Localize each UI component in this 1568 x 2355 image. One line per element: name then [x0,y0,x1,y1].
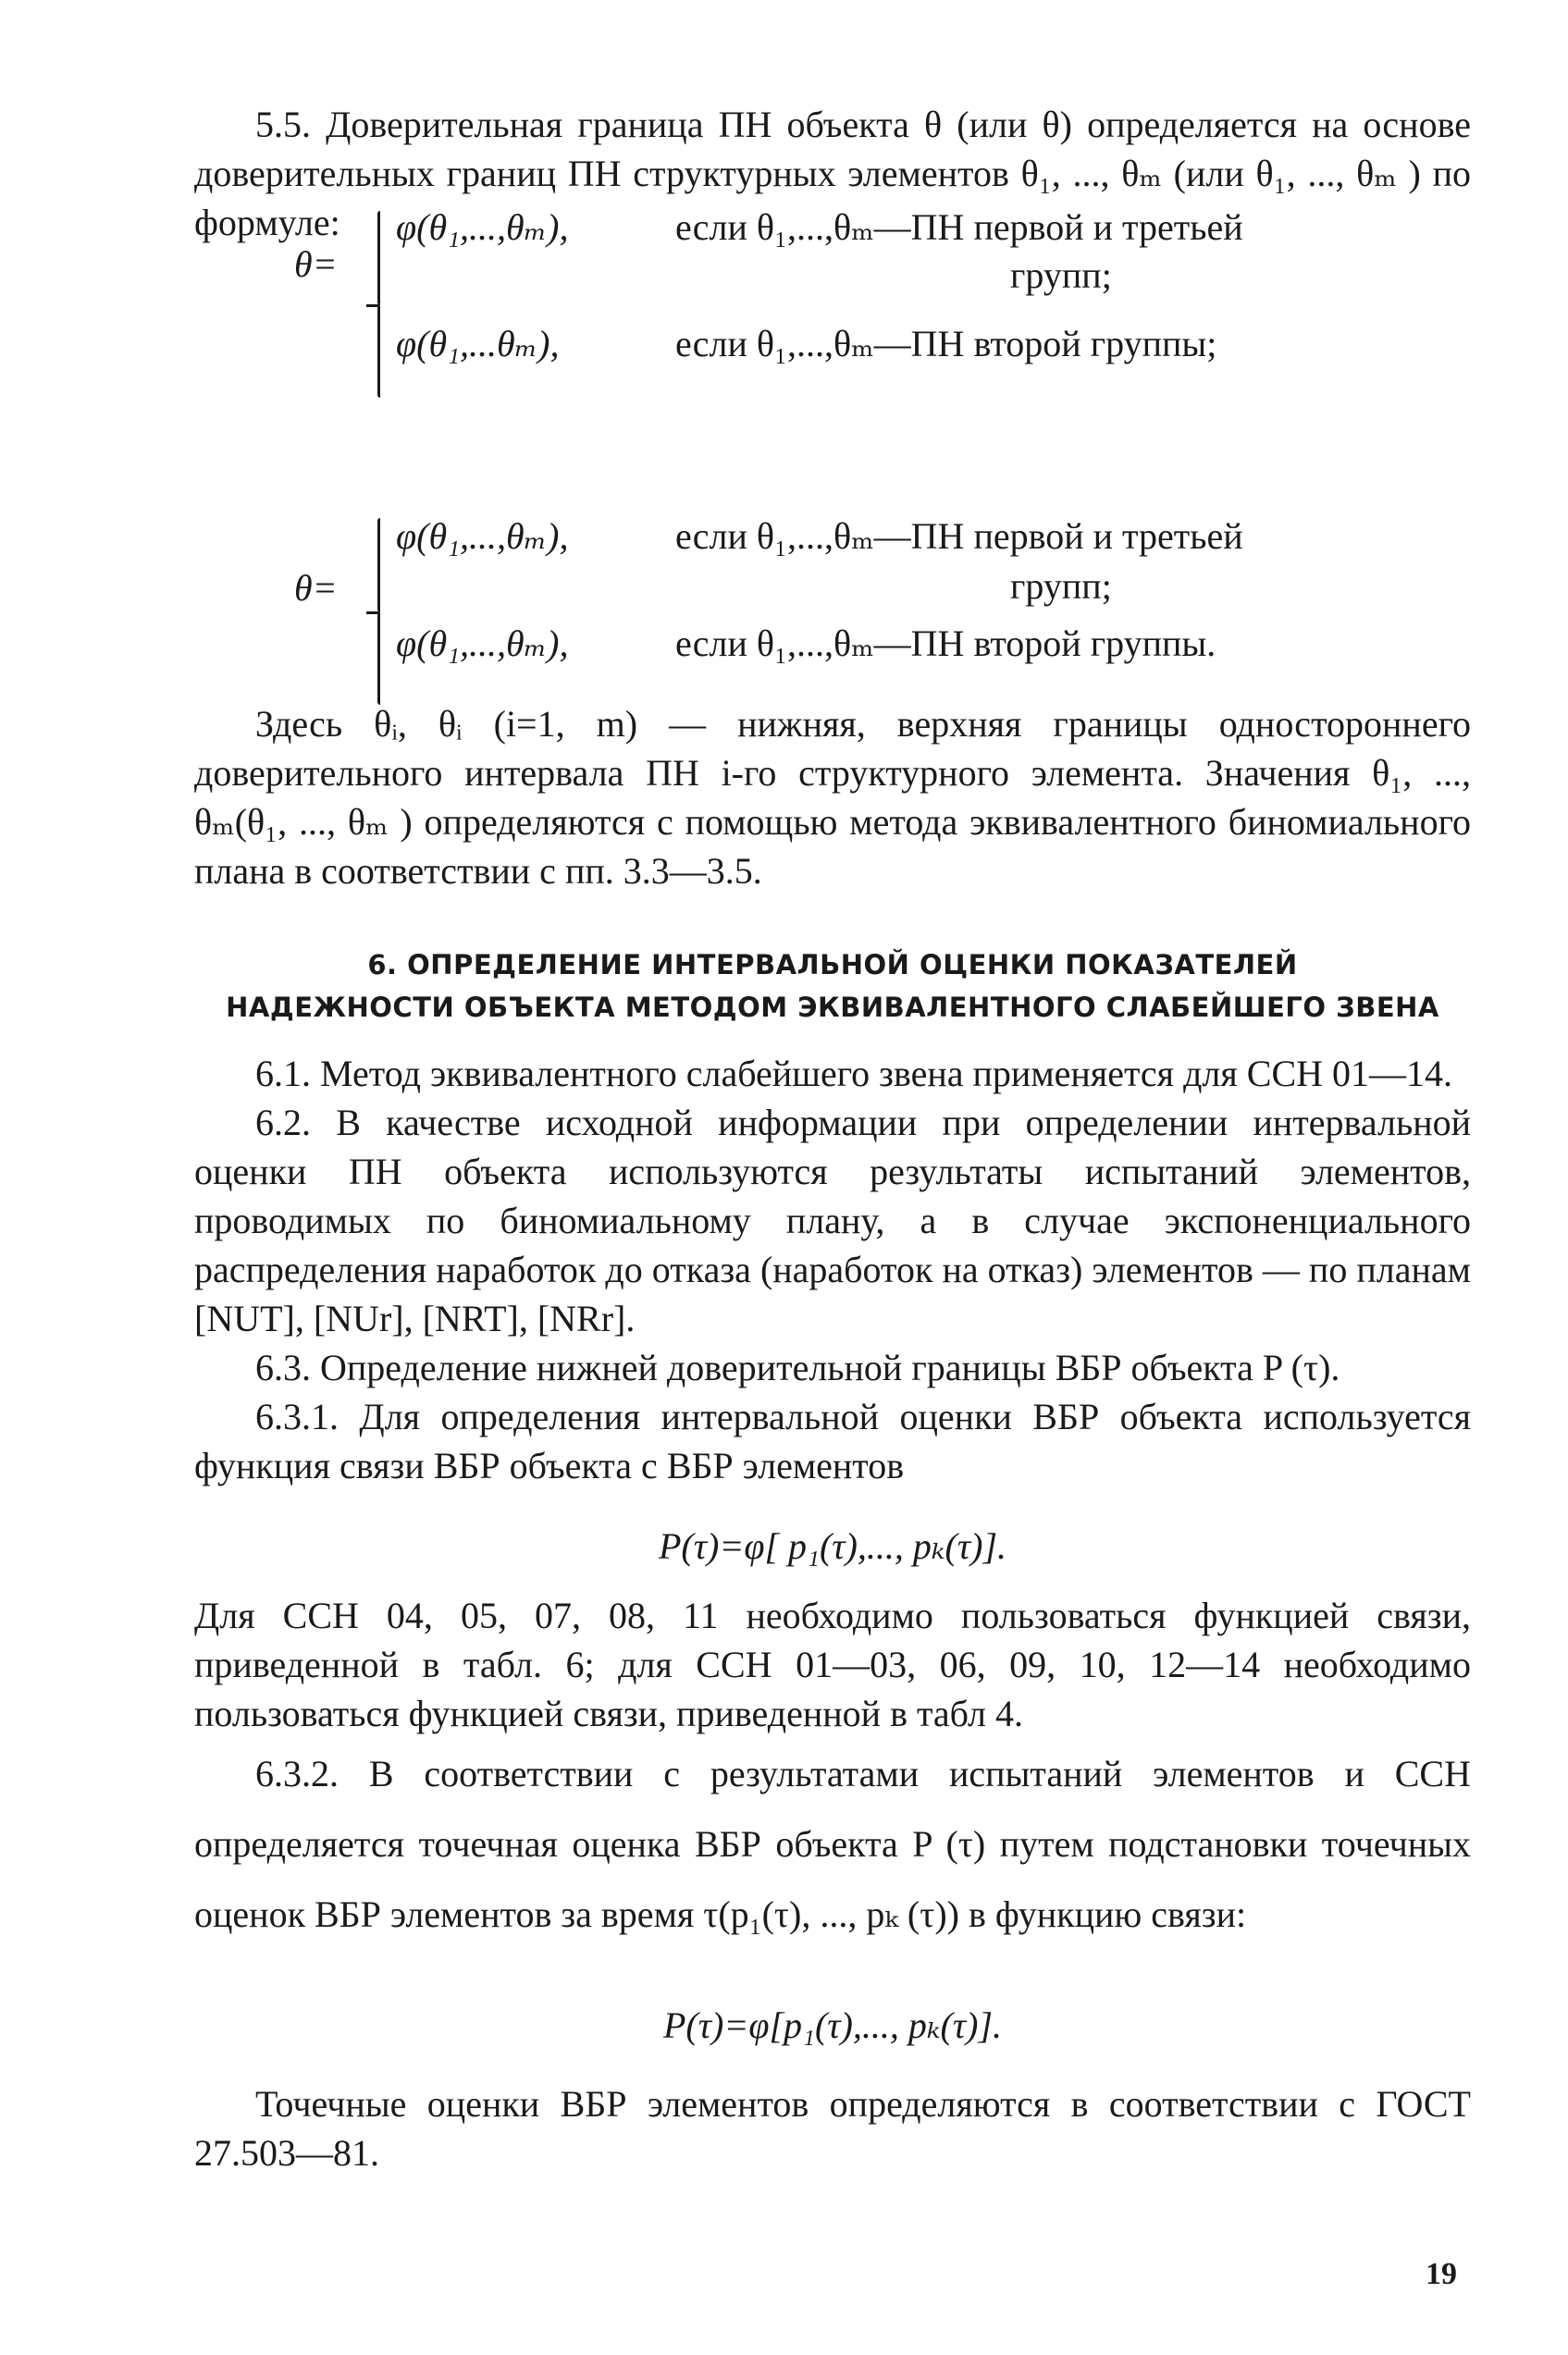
heading-line-1: 6. ОПРЕДЕЛЕНИЕ ИНТЕРВАЛЬНОЙ ОЦЕНКИ ПОКАЗАТЕЛЕЙ [367,949,1298,980]
formula2-case2-cond: если θ₁,...,θₘ—ПН второй группы. [675,623,1216,664]
section-6-3-2-cont [194,2079,1471,2177]
section-6-3-2 [194,1739,1471,1950]
section-6-3-1-cont [194,1591,1471,1738]
paragraph-6-3: 6.3. Определение нижней доверительной границы ВБР объекта P (τ). [255,1347,1340,1388]
formula2-case1-expr: φ(θ₁,...,θₘ), [396,515,569,557]
formula2-brace-top [377,518,380,612]
formula1-case1-expr: φ(θ₁,...,θₘ), [396,206,569,248]
paragraph-6-2: 6.2. В качестве исходной информации при определении интервальной оценки ПН объекта используются результаты испытаний элементов, проводимых по биномиальному плану, а в случае экспоненциального распределения наработок до отказа (наработок на отказ) элементов — по планам [NUT], [NUr], [NRT], [NRr]. [194,1102,1471,1339]
formula1-brace-bottom [377,305,380,398]
paragraph-6-3-2-b: Точечные оценки ВБР элементов определяются в соответствии с ГОСТ 27.503—81. [194,2083,1471,2174]
formula2-case1-cond: если θ₁,...,θₘ—ПН первой и третьей [675,515,1243,557]
paragraph-5-5: 5.5. Доверительная граница ПН объекта θ (или θ) определяется на основе доверительных границ ПН структурных элементов θ₁, ..., θₘ (или θ₁, ..., θₘ ) по формуле: [194,104,1471,243]
formula1-lhs: θ= [294,243,338,285]
formula-point-estimate: P(τ)=φ[p₁(τ),..., pₖ(τ)]. [662,2004,1003,2046]
page-number: 19 [1426,2257,1457,2291]
paragraph-6-3-1-b: Для ССН 04, 05, 07, 08, 11 необходимо пользоваться функцией связи, приведенной в табл. 6; для ССН 01—03, 06, 09, 10, 12—14 необходимо пользоваться функцией связи, приведенной в табл 4. [194,1595,1471,1734]
formula-link-function: P(τ)=φ[ p₁(τ),..., pₖ(τ)]. [658,1525,1007,1567]
formula2-brace-mid [366,611,379,614]
section-6-heading [194,943,1471,1029]
heading-line-2: НАДЕЖНОСТИ ОБЪЕКТА МЕТОДОМ ЭКВИВАЛЕНТНОГО СЛАБЕЙШЕГО ЗВЕНА [226,992,1439,1023]
formula2-case1-cont: групп; [1010,565,1112,607]
paragraph-6-3-2: 6.3.2. В соответствии с результатами испытаний элементов и ССН определяется точечная оценка ВБР объекта P (τ) путем подстановки точечных оценок ВБР элементов за время τ(p₁(τ), ..., pₖ (τ)) в функцию связи: [194,1753,1471,1935]
formula2-brace-bottom [377,612,380,705]
paragraph-5-5-where: Здесь θᵢ, θᵢ (i=1, m) — нижняя, верхняя границы одностороннего доверительного интервала ПН i-го структурного элемента. Значения θ₁, ..., θₘ(θ₁, ..., θₘ ) определяются с помощью метода эквивалентного биномиального плана в соответствии с пп. 3.3—3.5. [194,703,1471,892]
paragraph-6-3-1: 6.3.1. Для определения интервальной оценки ВБР объекта используется функция связи ВБР объекта с ВБР элементов [194,1396,1471,1486]
formula1-case2-expr: φ(θ₁,...θₘ), [396,323,560,364]
formula1-case2-cond: если θ₁,...,θₘ—ПН второй группы; [675,323,1217,364]
formula2-case2-expr: φ(θ₁,...,θₘ), [396,623,569,664]
section-5-5-tail [194,699,1471,895]
formula2-lhs: θ= [294,567,338,609]
formula1-case1-cond: если θ₁,...,θₘ—ПН первой и третьей [675,206,1243,248]
paragraph-6-1: 6.1. Метод эквивалентного слабейшего звена применяется для ССН 01—14. [255,1053,1453,1094]
formula1-case1-cont: групп; [1010,254,1112,296]
formula1-brace-top [377,211,380,305]
formula1-brace-mid [366,304,379,307]
section-6-body [194,1049,1471,1490]
